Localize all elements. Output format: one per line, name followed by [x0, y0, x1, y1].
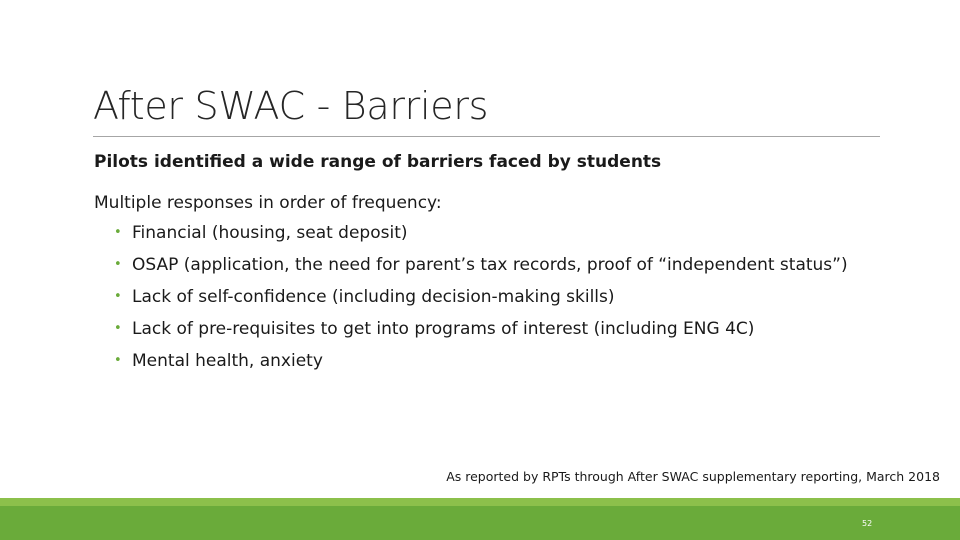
- list-item: [114, 316, 894, 342]
- footer-bar: [0, 498, 960, 540]
- title-divider: [93, 136, 880, 137]
- list-item: [114, 284, 894, 310]
- source-note: As reported by RPTs through After SWAC supplementary reporting, March 2018: [446, 469, 940, 484]
- slide-title: After SWAC - Barriers: [93, 84, 489, 128]
- list-item-text: Mental health, anxiety: [132, 351, 323, 371]
- bullet-icon: •: [114, 353, 122, 368]
- footer-stripe: [0, 498, 960, 506]
- bullet-icon: •: [114, 257, 122, 272]
- barrier-list: [114, 220, 894, 380]
- bullet-icon: •: [114, 225, 122, 240]
- list-item-text: OSAP (application, the need for parent’s tax records, proof of “independent status”): [132, 255, 848, 275]
- list-item: [114, 348, 894, 374]
- list-item-text: Lack of self-confidence (including decision-making skills): [132, 287, 615, 307]
- bullet-icon: •: [114, 289, 122, 304]
- page-number: 52: [862, 519, 873, 528]
- list-item: [114, 252, 894, 278]
- footer-band: [0, 506, 960, 540]
- intro-text: Multiple responses in order of frequency:: [94, 193, 442, 213]
- list-item-text: Financial (housing, seat deposit): [132, 223, 408, 243]
- list-item: [114, 220, 894, 246]
- slide-subtitle: Pilots identified a wide range of barriers faced by students: [94, 152, 662, 172]
- list-item-text: Lack of pre-requisites to get into programs of interest (including ENG 4C): [132, 319, 755, 339]
- bullet-icon: •: [114, 321, 122, 336]
